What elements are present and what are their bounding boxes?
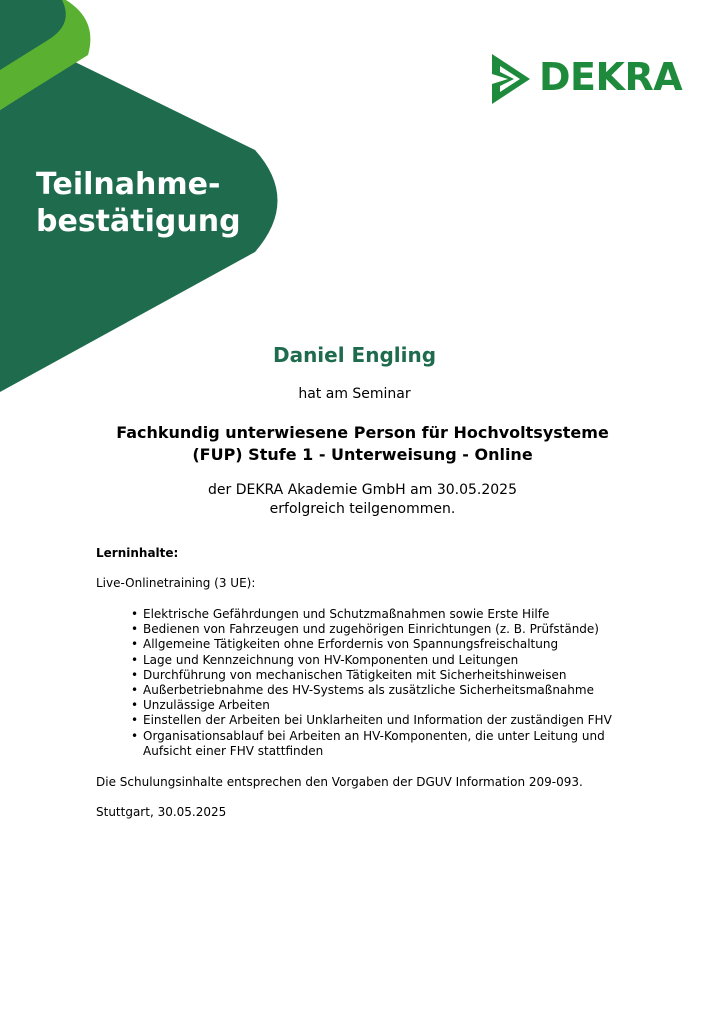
learning-items-list (96, 607, 636, 759)
title-line-2: bestätigung (36, 204, 241, 239)
participant-name: Daniel Engling (272, 343, 437, 367)
list-item: • Durchführung von mechanischen Tätigkeiten mit Sicherheitshinweisen (143, 668, 636, 683)
list-item: • Allgemeine Tätigkeiten ohne Erfordernis von Spannungsfreischaltung (143, 637, 636, 652)
list-item: • Bedienen von Fahrzeugen und zugehörigen Einrichtungen (z. B. Prüfstände) (143, 622, 636, 637)
place-date: Stuttgart, 30.05.2025 (96, 805, 227, 820)
learning-content (96, 546, 636, 820)
completion-line-1: der DEKRA Akademie GmbH am 30.05.2025 (208, 482, 517, 498)
dekra-logo-text: DEKRA (539, 55, 683, 99)
completion-line-2: erfolgreich teilgenommen. (269, 501, 456, 517)
list-item: • Organisationsablauf bei Arbeiten an HV-Komponenten, die unter Leitung und Aufsicht einer FHV stattfinden (143, 729, 636, 759)
list-item: • Unzulässige Arbeiten (143, 698, 636, 713)
list-item: • Einstellen der Arbeiten bei Unklarheiten und Information der zuständigen FHV (143, 713, 636, 728)
document-title (36, 166, 241, 240)
list-item: • Außerbetriebnahme des HV-Systems als zusätzliche Sicherheitsmaßnahme (143, 683, 636, 698)
completion-text (0, 481, 709, 519)
learning-subtitle: Live-Onlinetraining (3 UE): (96, 576, 256, 590)
intro-text: hat am Seminar (298, 386, 411, 402)
title-line-1: Teilnahme- (36, 167, 221, 202)
list-item: • Lage und Kennzeichnung von HV-Komponenten und Leitungen (143, 653, 636, 668)
learning-title: Lerninhalte: (96, 546, 179, 560)
list-item: • Elektrische Gefährdungen und Schutzmaßnahmen sowie Erste Hilfe (143, 607, 636, 622)
course-title-line-2: (FUP) Stufe 1 - Unterweisung - Online (192, 445, 533, 464)
course-title (0, 422, 709, 466)
norm-statement: Die Schulungsinhalte entsprechen den Vorgaben der DGUV Information 209-093. (96, 775, 583, 790)
course-title-line-1: Fachkundig unterwiesene Person für Hochvoltsysteme (116, 423, 609, 442)
